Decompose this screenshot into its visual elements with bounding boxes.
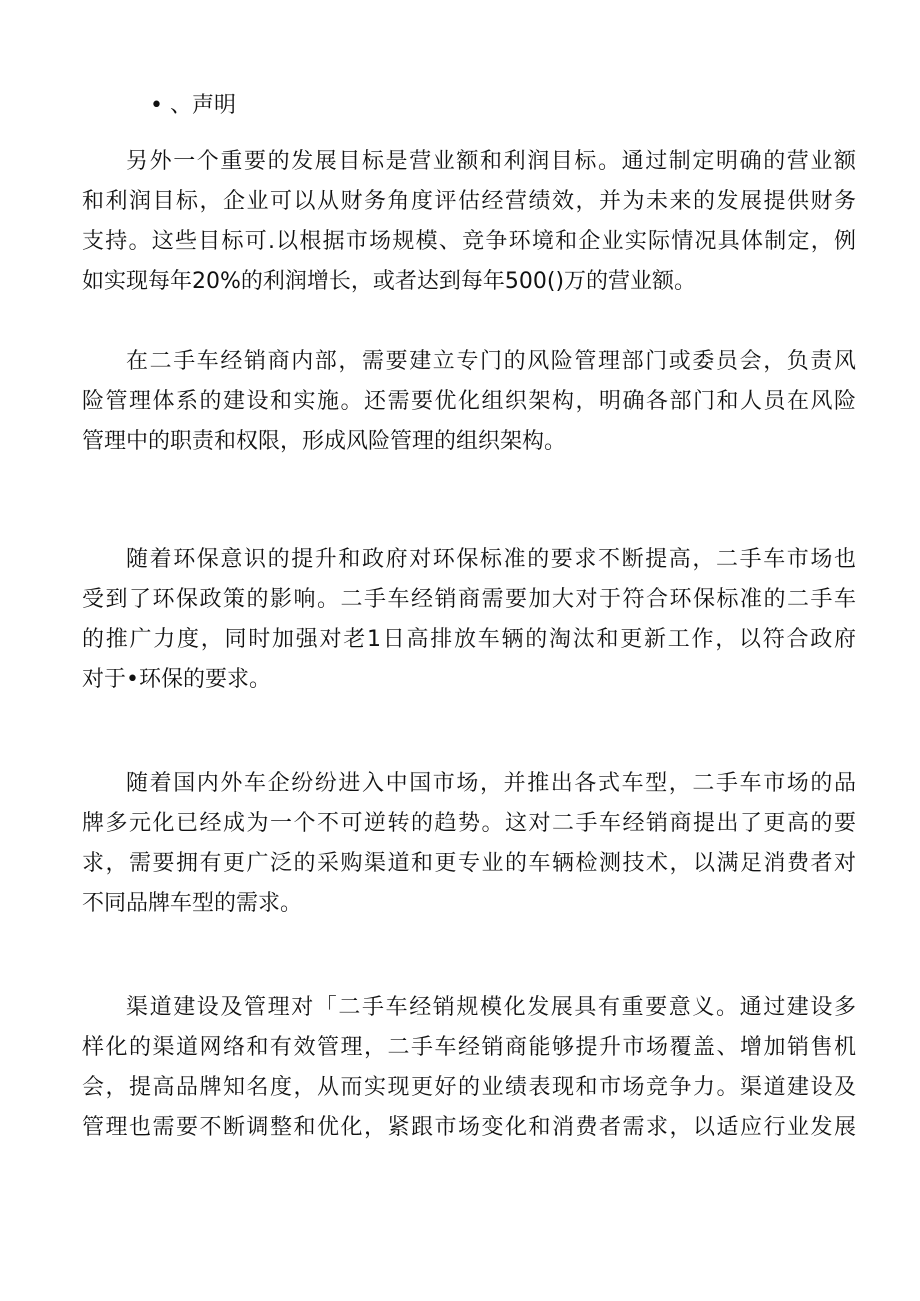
paragraph-line: 受到了环保政策的影响。二手车经销商需要加大对于符合环保标准的二手车 bbox=[82, 587, 856, 612]
paragraph-1 bbox=[82, 142, 856, 302]
paragraph-2 bbox=[82, 342, 856, 462]
paragraph-line: 在二手车经销商内部，需要建立专门的风险管理部门或委员会，负责风 bbox=[126, 349, 856, 374]
section-heading: • 、声明 bbox=[150, 93, 236, 118]
paragraph-line: 管理也需要不断调整和优化，紧跟市场变化和消费者需求，以适应行业发展 bbox=[82, 1115, 856, 1140]
paragraph-line: 的推广力度，同时加强对老1日高排放车辆的淘汰和更新工作，以符合政府 bbox=[82, 627, 856, 652]
paragraph-5 bbox=[82, 988, 856, 1148]
paragraph-line: 管理中的职责和权限，形成风险管理的组织架构。 bbox=[82, 429, 567, 454]
paragraph-4 bbox=[82, 764, 856, 924]
paragraph-line: 求，需要拥有更广泛的采购渠道和更专业的车辆检测技术，以满足消费者对 bbox=[82, 851, 856, 876]
paragraph-line: 另外一个重要的发展目标是营业额和利润目标。通过制定明确的营业额 bbox=[126, 149, 856, 174]
paragraph-line: 牌多元化已经成为一个不可逆转的趋势。这对二手车经销商提出了更高的要 bbox=[82, 811, 856, 836]
paragraph-line: 渠道建设及管理对「二手车经销规模化发展具有重要意义。通过建设多 bbox=[126, 995, 856, 1020]
paragraph-line: 样化的渠道网络和有效管理，二手车经销商能够提升市场覆盖、增加销售机 bbox=[82, 1035, 856, 1060]
paragraph-line: 对于•环保的要求。 bbox=[82, 667, 271, 692]
paragraph-line: 支持。这些目标可.以根据市场规模、竞争环境和企业实际情况具体制定，例 bbox=[82, 229, 856, 254]
paragraph-line: 如实现每年20%的利润增长，或者达到每年500()万的营业额。 bbox=[82, 269, 697, 294]
paragraph-3 bbox=[82, 540, 856, 700]
paragraph-line: 和利润目标，企业可以从财务角度评估经营绩效，并为未来的发展提供财务 bbox=[82, 189, 856, 214]
paragraph-line: 险管理体系的建设和实施。还需要优化组织架构，明确各部门和人员在风险 bbox=[82, 389, 856, 414]
paragraph-line: 会，提高品牌知名度，从而实现更好的业绩表现和市场竞争力。渠道建设及 bbox=[82, 1075, 856, 1100]
paragraph-line: 不同品牌车型的需求。 bbox=[82, 891, 303, 916]
paragraph-line: 随着国内外车企纷纷进入中国市场，并推出各式车型，二手车市场的品 bbox=[126, 771, 856, 796]
paragraph-line: 随着环保意识的提升和政府对环保标准的要求不断提高，二手车市场也 bbox=[126, 547, 856, 572]
